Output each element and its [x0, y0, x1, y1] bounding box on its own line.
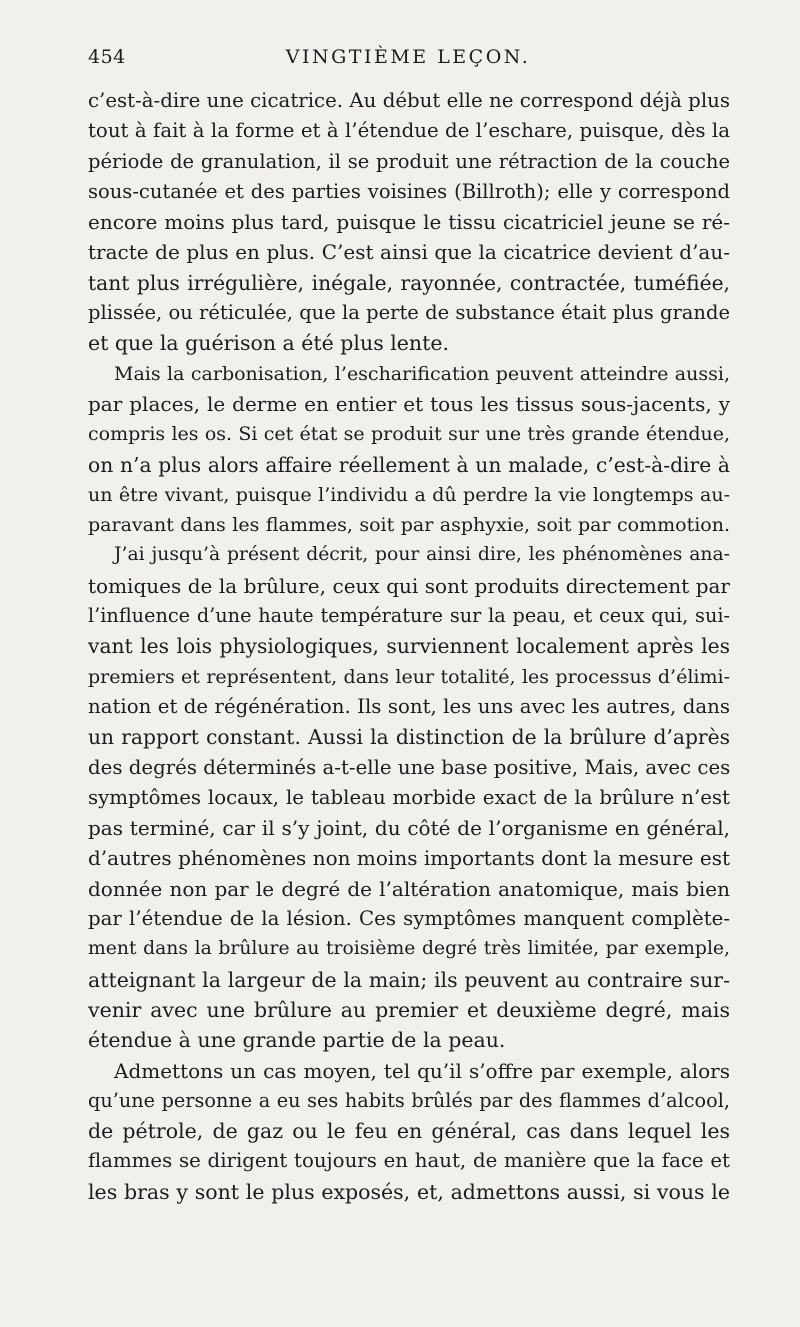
text-line: l’influence d’une haute température sur la peau, et ceux qui, sui-: [88, 604, 730, 628]
paragraph-start-line: Mais la carbonisation, l’escharification peuvent atteindre aussi,: [114, 362, 730, 385]
text-line: vant les lois physiologiques, surviennent localement après les: [88, 634, 730, 659]
text-line: un rapport constant. Aussi la distinction de la brûlure d’après: [88, 725, 730, 750]
text-line: venir avec une brûlure au premier et deuxième degré, mais: [88, 997, 730, 1022]
text-line: par l’étendue de la lésion. Ces symptômes manquent complète-: [88, 907, 730, 931]
text-line: plissée, ou réticulée, que la perte de substance était plus grande: [88, 301, 730, 325]
text-line: qu’une personne a eu ses habits brûlés par des flammes d’alcool,: [88, 1088, 730, 1112]
text-line: tant plus irrégulière, inégale, rayonnée, contractée, tuméfiée,: [88, 270, 730, 295]
text-line: flammes se dirigent toujours en haut, de manière que la face et: [88, 1149, 730, 1173]
text-line: pas terminé, car il s’y joint, du côté de l’organisme en général,: [88, 816, 730, 841]
text-line: encore moins plus tard, puisque le tissu cicatriciel jeune se ré-: [88, 210, 730, 235]
text-line: un être vivant, puisque l’individu a dû perdre la vie longtemps au-: [88, 483, 730, 506]
text-line: les bras y sont le plus exposés, et, admettons aussi, si vous le: [88, 1179, 730, 1204]
text-line: période de granulation, il se produit une rétraction de la couche: [88, 149, 730, 173]
page-number: 454: [88, 46, 126, 68]
text-line: c’est-à-dire une cicatrice. Au début elle ne correspond déjà plus: [88, 89, 730, 112]
text-line: nation et de régénération. Ils sont, les uns avec les autres, dans: [88, 694, 730, 718]
paragraph-start-line: J’ai jusqu’à présent décrit, pour ainsi dire, les phénomènes ana-: [114, 544, 730, 566]
text-line: atteignant la largeur de la main; ils peuvent au contraire sur-: [88, 967, 730, 992]
text-line: par places, le derme en entier et tous les tissus sous-jacents, y: [88, 391, 730, 416]
text-line: donnée non par le degré de l’altération anatomique, mais bien: [88, 876, 730, 901]
paragraph-start-line: Admettons un cas moyen, tel qu’il s’offre par exemple, alors: [114, 1058, 730, 1083]
text-line: d’autres phénomènes non moins importants dont la mesure est: [88, 846, 730, 871]
text-line: tracte de plus en plus. C’est ainsi que la cicatrice devient d’au-: [88, 240, 730, 265]
text-line: de pétrole, de gaz ou le feu en général, cas dans lequel les: [88, 1119, 730, 1144]
running-title: VINGTIÈME LEÇON.: [285, 46, 531, 68]
text-line: paravant dans les flammes, soit par asphyxie, soit par commotion.: [88, 514, 730, 537]
text-line: premiers et représentent, dans leur totalité, les processus d’élimi-: [88, 665, 730, 688]
text-line: on n’a plus alors affaire réellement à un malade, c’est-à-dire à: [88, 452, 730, 477]
page-header: [88, 46, 728, 76]
text-line: tomiques de la brûlure, ceux qui sont produits directement par: [88, 573, 730, 598]
text-line: symptômes locaux, le tableau morbide exact de la brûlure n’est: [88, 785, 730, 809]
text-line: sous-cutanée et des parties voisines (Billroth); elle y correspond: [88, 179, 730, 203]
text-line: compris les os. Si cet état se produit sur une très grande étendue,: [88, 423, 730, 446]
text-line: et que la guérison a été plus lente.: [88, 331, 450, 356]
text-line: étendue à une grande partie de la peau.: [88, 1028, 506, 1053]
text-line: des degrés déterminés a-t-elle une base positive, Mais, avec ces: [88, 755, 730, 779]
body-text: [88, 86, 730, 1207]
text-line: tout à fait à la forme et à l’étendue de l’eschare, puisque, dès la: [88, 119, 730, 143]
text-line: ment dans la brûlure au troisième degré très limitée, par exemple,: [88, 938, 730, 960]
